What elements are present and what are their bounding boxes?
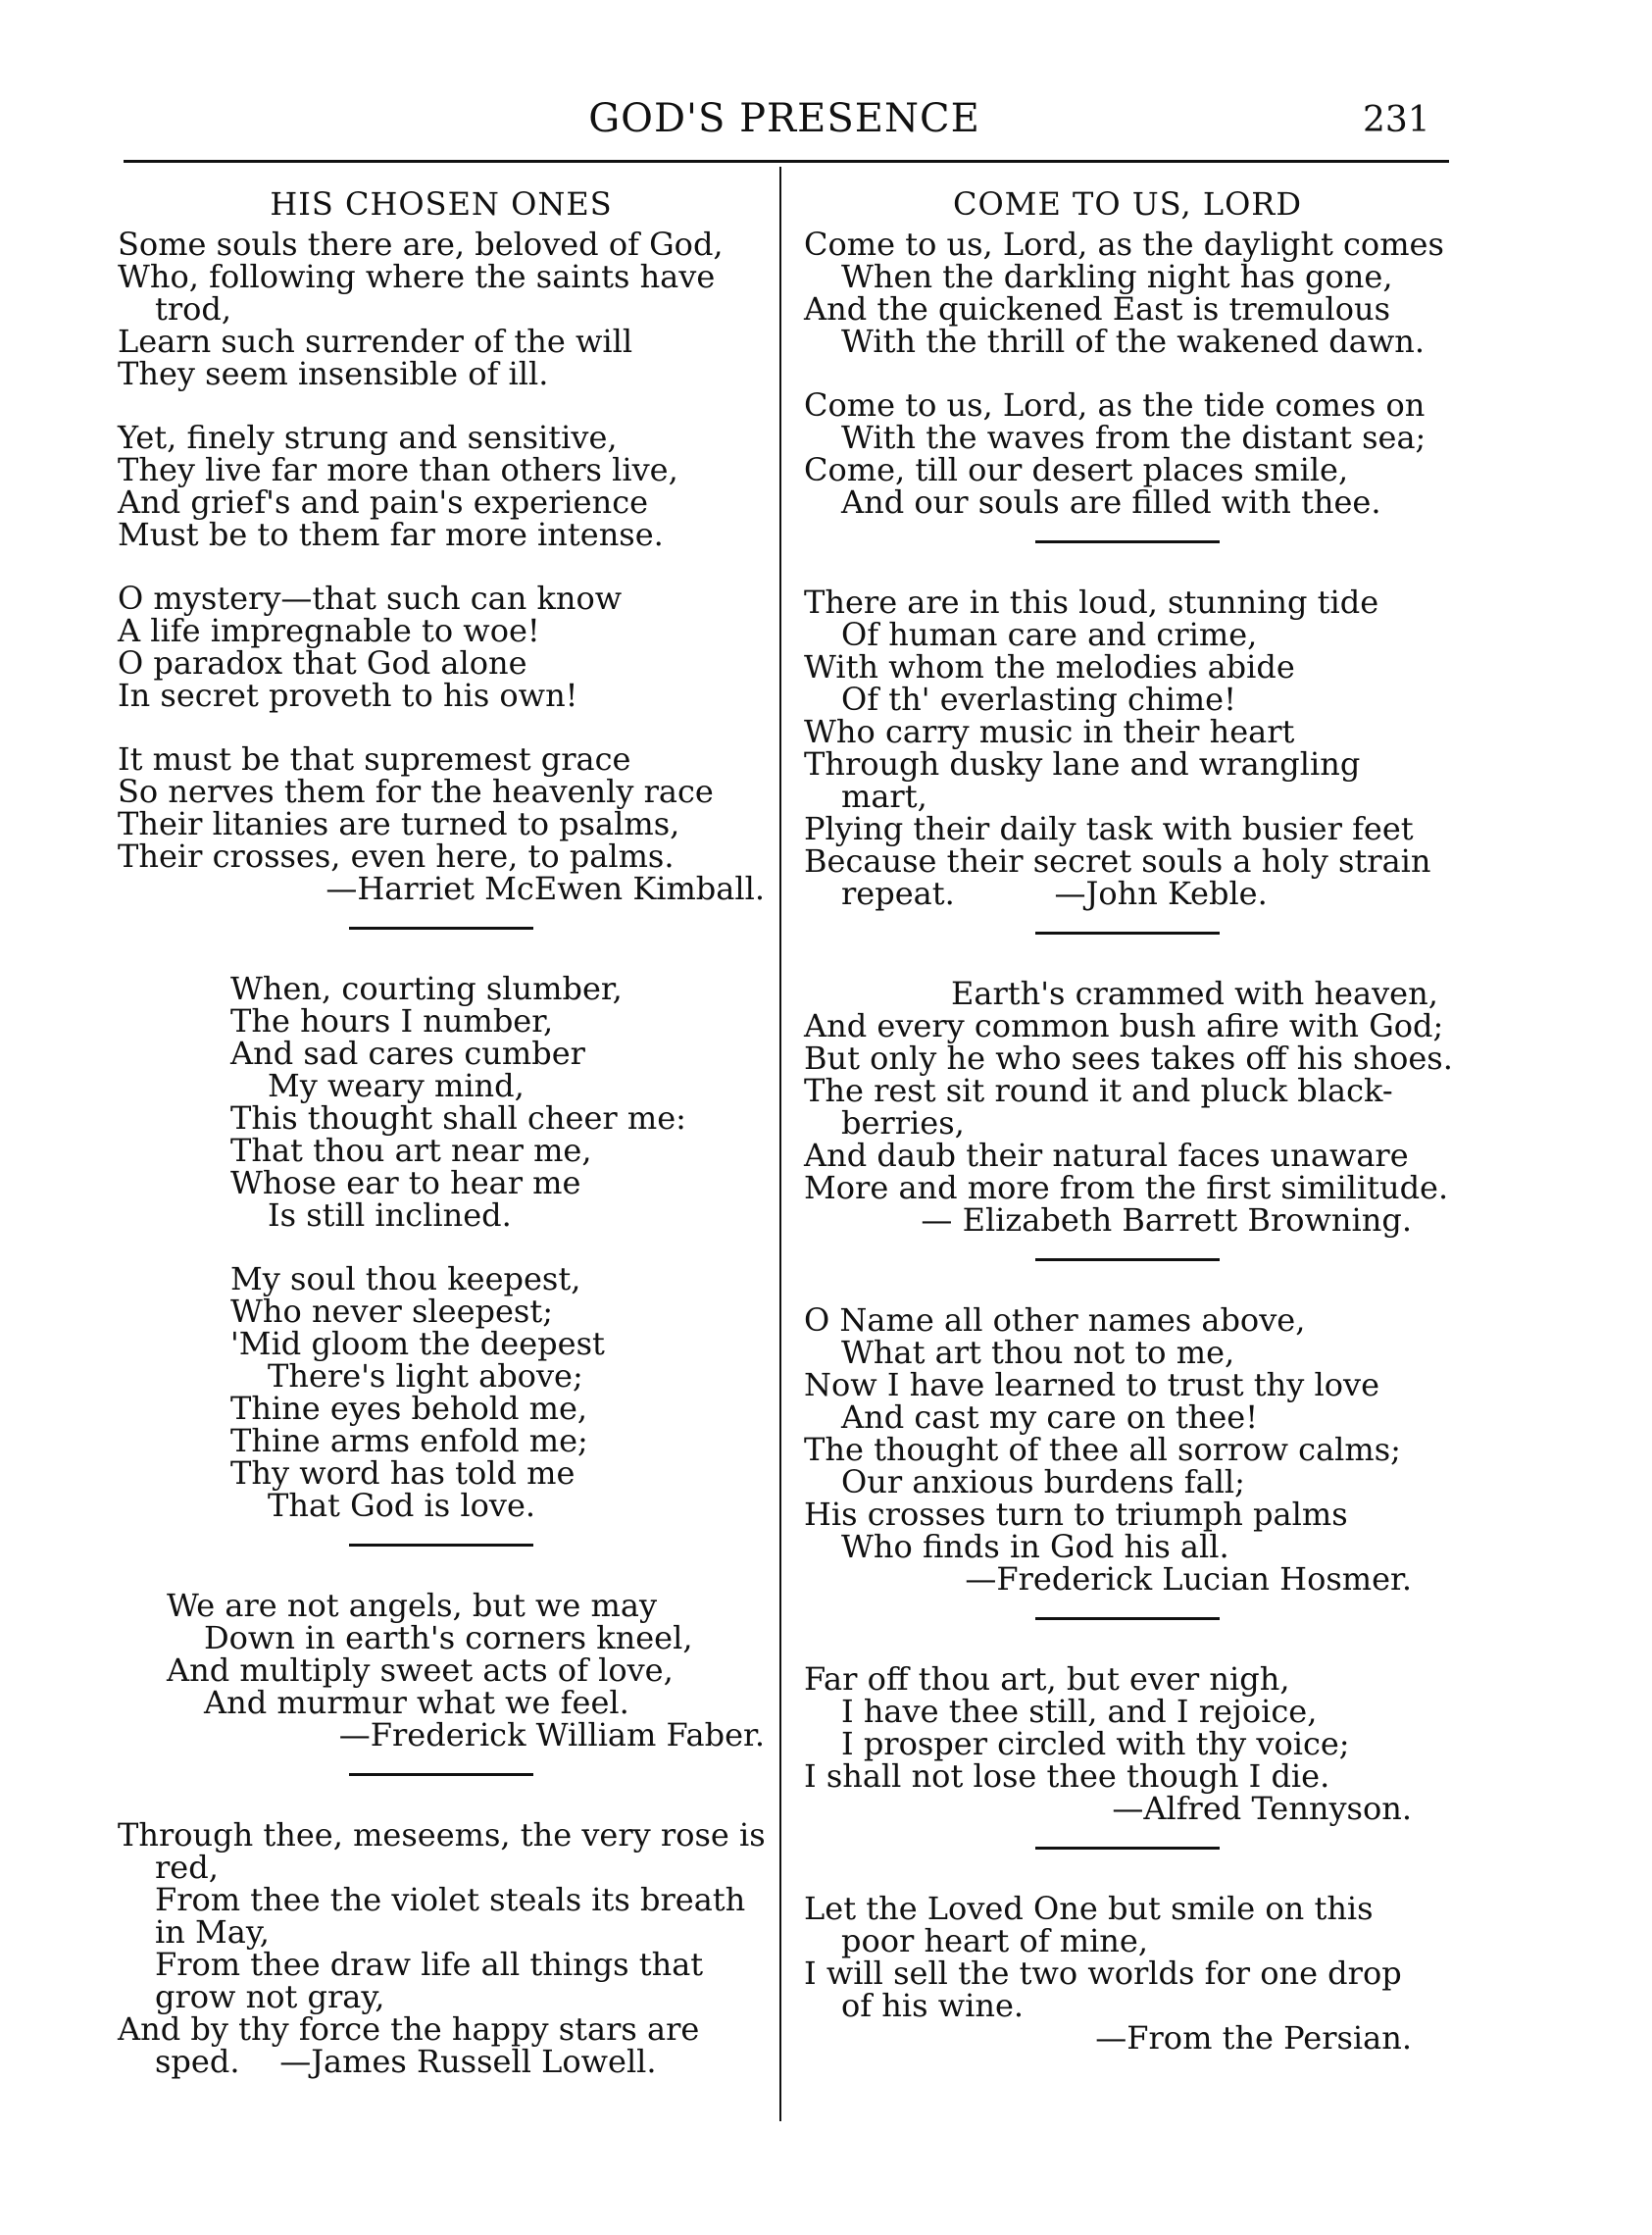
- poem-author: —Frederick William Faber.: [338, 1716, 765, 1753]
- poem-line: Earth's crammed with heaven,: [951, 975, 1438, 1012]
- stanza: [167, 1587, 765, 1753]
- poem-line: And our souls are filled with thee.: [841, 483, 1381, 521]
- running-header-title: GOD'S PRESENCE: [588, 96, 980, 141]
- stanza: [118, 419, 765, 553]
- poem-author: —Frederick Lucian Hosmer.: [965, 1560, 1412, 1598]
- poem-line: And murmur what we feel.: [204, 1684, 629, 1721]
- poem-line: O paradox that God alone: [118, 644, 527, 682]
- poem-hosmer: [804, 1301, 1451, 1598]
- poem-line: In secret proveth to his own!: [118, 677, 578, 714]
- poem-line: Thy word has told me: [230, 1454, 576, 1492]
- poem-line: in May,: [155, 1913, 270, 1951]
- poem-line: Our anxious burdens fall;: [841, 1463, 1245, 1500]
- poem-line: Is still inclined.: [268, 1196, 512, 1234]
- poem-line: And every common bush afire with God;: [804, 1007, 1444, 1044]
- stanza: [804, 1660, 1451, 1827]
- header-rule: [124, 160, 1449, 163]
- poem-line: And by thy force the happy stars are: [118, 2010, 700, 2048]
- poem-line: They live far more than others live,: [118, 451, 678, 488]
- poem-line: It must be that supremest grace: [118, 740, 631, 778]
- poem-line: More and more from the first similitude.: [804, 1169, 1449, 1206]
- stanza: [230, 1260, 765, 1524]
- poem-line: Who never sleepest;: [230, 1293, 553, 1330]
- poem-line: 'Mid gloom the deepest: [230, 1325, 605, 1362]
- page-number: 231: [1363, 100, 1430, 140]
- poem-line: Come to us, Lord, as the daylight comes: [804, 226, 1444, 263]
- poem-line: I will sell the two worlds for one drop: [804, 1955, 1402, 1992]
- poem-line: Some souls there are, beloved of God,: [118, 226, 724, 263]
- poem-line: That thou art near me,: [230, 1132, 592, 1169]
- poem-line: The thought of thee all sorrow calms;: [804, 1431, 1401, 1468]
- section-rule: [349, 927, 533, 930]
- stanza: [804, 975, 1453, 1239]
- poem-line: When, courting slumber,: [230, 970, 623, 1007]
- poem-line: Come, till our desert places smile,: [804, 451, 1349, 488]
- poem-line: I prosper circled with thy voice;: [841, 1725, 1350, 1762]
- poem-line: We are not angels, but we may: [167, 1587, 658, 1624]
- stanza: [118, 580, 765, 714]
- poem-faber: [118, 1587, 765, 1753]
- poem-line: When the darkling night has gone,: [841, 258, 1393, 295]
- stanza: [118, 740, 765, 907]
- poem-title: COME TO US, LORD: [952, 185, 1303, 223]
- section-rule: [1035, 932, 1220, 935]
- poem-line: Yet, finely strung and sensitive,: [118, 419, 618, 456]
- poem-line: grow not gray,: [155, 1978, 385, 2015]
- poem-line: And cast my care on thee!: [841, 1398, 1259, 1436]
- poem-line-with-author: sped. —James Russell Lowell.: [155, 2043, 657, 2080]
- poem-browning: [804, 975, 1453, 1239]
- poem-line: From thee the violet steals its breath: [155, 1881, 746, 1918]
- section-rule: [349, 1773, 533, 1776]
- poem-line: And the quickened East is tremulous: [804, 290, 1391, 328]
- poem-persian: [804, 1890, 1451, 2057]
- stanza: [804, 586, 1451, 910]
- poem-author: —Harriet McEwen Kimball.: [325, 870, 765, 907]
- poem-author: —James Russell Lowell.: [279, 2043, 657, 2080]
- poem-line: Plying their daily task with busier feet: [804, 810, 1414, 847]
- poem-line: With the thrill of the wakened dawn.: [841, 323, 1426, 360]
- poem-line: Whose ear to hear me: [230, 1164, 581, 1201]
- poem-line: of his wine.: [841, 1987, 1025, 2024]
- poem-line: Thine arms enfold me;: [230, 1422, 588, 1459]
- left-column: [118, 185, 766, 2088]
- poem-line: Let the Loved One but smile on this: [804, 1890, 1374, 1927]
- poem-line: Their litanies are turned to psalms,: [118, 805, 680, 842]
- poem-line: Who, following where the saints have: [118, 258, 716, 295]
- poem-line: His crosses turn to triumph palms: [804, 1496, 1348, 1533]
- stanza: [118, 1816, 766, 2080]
- poem-line: What art thou not to me,: [841, 1334, 1235, 1371]
- poem-line: I have thee still, and I rejoice,: [841, 1693, 1318, 1730]
- poem-line: Far off thou art, but ever nigh,: [804, 1660, 1290, 1698]
- poem-line: The hours I number,: [230, 1002, 554, 1040]
- poem-line: I shall not lose thee though I die.: [804, 1757, 1330, 1795]
- poem-line: So nerves them for the heavenly race: [118, 773, 714, 810]
- poem-line: Who carry music in their heart: [804, 713, 1295, 750]
- poem-line: With whom the melodies abide: [804, 648, 1295, 686]
- poem-author: —Alfred Tennyson.: [1112, 1790, 1412, 1827]
- poem-line: O mystery—that such can know: [118, 580, 623, 617]
- poem-line: berries,: [841, 1104, 965, 1142]
- poem-line: There are in this loud, stunning tide: [804, 584, 1379, 621]
- poem-line: They seem insensible of ill.: [118, 355, 549, 392]
- poem-line: And daub their natural faces unaware: [804, 1137, 1409, 1174]
- poem-line: And multiply sweet acts of love,: [167, 1651, 674, 1689]
- poem-title: HIS CHOSEN ONES: [270, 185, 613, 223]
- poem-author: —John Keble.: [1054, 875, 1268, 912]
- poem-line: This thought shall cheer me:: [230, 1099, 686, 1137]
- poem-line: Who finds in God his all.: [841, 1528, 1229, 1565]
- poem-his-chosen-ones: [118, 185, 765, 907]
- poem-line: And sad cares cumber: [230, 1035, 585, 1072]
- section-rule: [1035, 540, 1220, 543]
- stanza: [804, 1890, 1451, 2057]
- stanza: [118, 226, 765, 392]
- poem-line: Their crosses, even here, to palms.: [118, 838, 675, 875]
- poem-line: trod,: [155, 290, 232, 328]
- stanza: [804, 1301, 1451, 1598]
- section-rule: [1035, 1617, 1220, 1620]
- poem-when-courting-slumber: [118, 970, 765, 1524]
- poem-line: The rest sit round it and pluck black-: [804, 1072, 1393, 1109]
- poem-line: Now I have learned to trust thy love: [804, 1366, 1380, 1403]
- poem-come-to-us-lord: [804, 185, 1451, 521]
- poem-line: And grief's and pain's experience: [118, 483, 649, 521]
- poem-line: My weary mind,: [268, 1067, 525, 1104]
- poem-line: mart,: [841, 778, 927, 815]
- poem-keble: [804, 586, 1451, 910]
- poem-line: There's light above;: [268, 1357, 583, 1395]
- poem-line: With the waves from the distant sea;: [841, 419, 1427, 456]
- section-rule: [349, 1544, 533, 1547]
- poem-line: Through dusky lane and wrangling: [804, 745, 1361, 783]
- section-rule: [1035, 1258, 1220, 1261]
- poem-line: Down in earth's corners kneel,: [204, 1619, 693, 1656]
- poem-author: —From the Persian.: [1095, 2019, 1412, 2057]
- poem-author: — Elizabeth Barrett Browning.: [921, 1201, 1412, 1239]
- stanza: [804, 386, 1451, 521]
- poem-line: Learn such surrender of the will: [118, 323, 633, 360]
- poem-line: poor heart of mine,: [841, 1922, 1149, 1959]
- poem-line: From thee draw life all things that: [155, 1946, 704, 1983]
- stanza: [230, 970, 765, 1234]
- poem-line: Of human care and crime,: [841, 616, 1258, 653]
- section-rule: [1035, 1847, 1220, 1850]
- poem-line: red,: [155, 1849, 219, 1886]
- poem-line: Through thee, meseems, the very rose is: [118, 1816, 766, 1854]
- column-divider: [779, 167, 781, 2121]
- poem-line: Come to us, Lord, as the tide comes on: [804, 386, 1426, 424]
- poem-lowell: [118, 1816, 766, 2080]
- poem-line: My soul thou keepest,: [230, 1260, 581, 1297]
- poem-line: O Name all other names above,: [804, 1301, 1306, 1339]
- poem-line: A life impregnable to woe!: [118, 612, 540, 649]
- poem-line: That God is love.: [268, 1487, 536, 1524]
- right-column: [804, 185, 1453, 2064]
- poem-line: Must be to them far more intense.: [118, 516, 664, 553]
- poem-line-with-author: repeat. —John Keble.: [841, 875, 1268, 912]
- stanza: [804, 226, 1451, 360]
- poem-line: But only he who sees takes off his shoes.: [804, 1040, 1453, 1077]
- poem-line: Because their secret souls a holy strain: [804, 842, 1431, 880]
- poem-line: Thine eyes behold me,: [230, 1390, 588, 1427]
- poem-line: Of th' everlasting chime!: [841, 681, 1236, 718]
- poem-tennyson: [804, 1660, 1451, 1827]
